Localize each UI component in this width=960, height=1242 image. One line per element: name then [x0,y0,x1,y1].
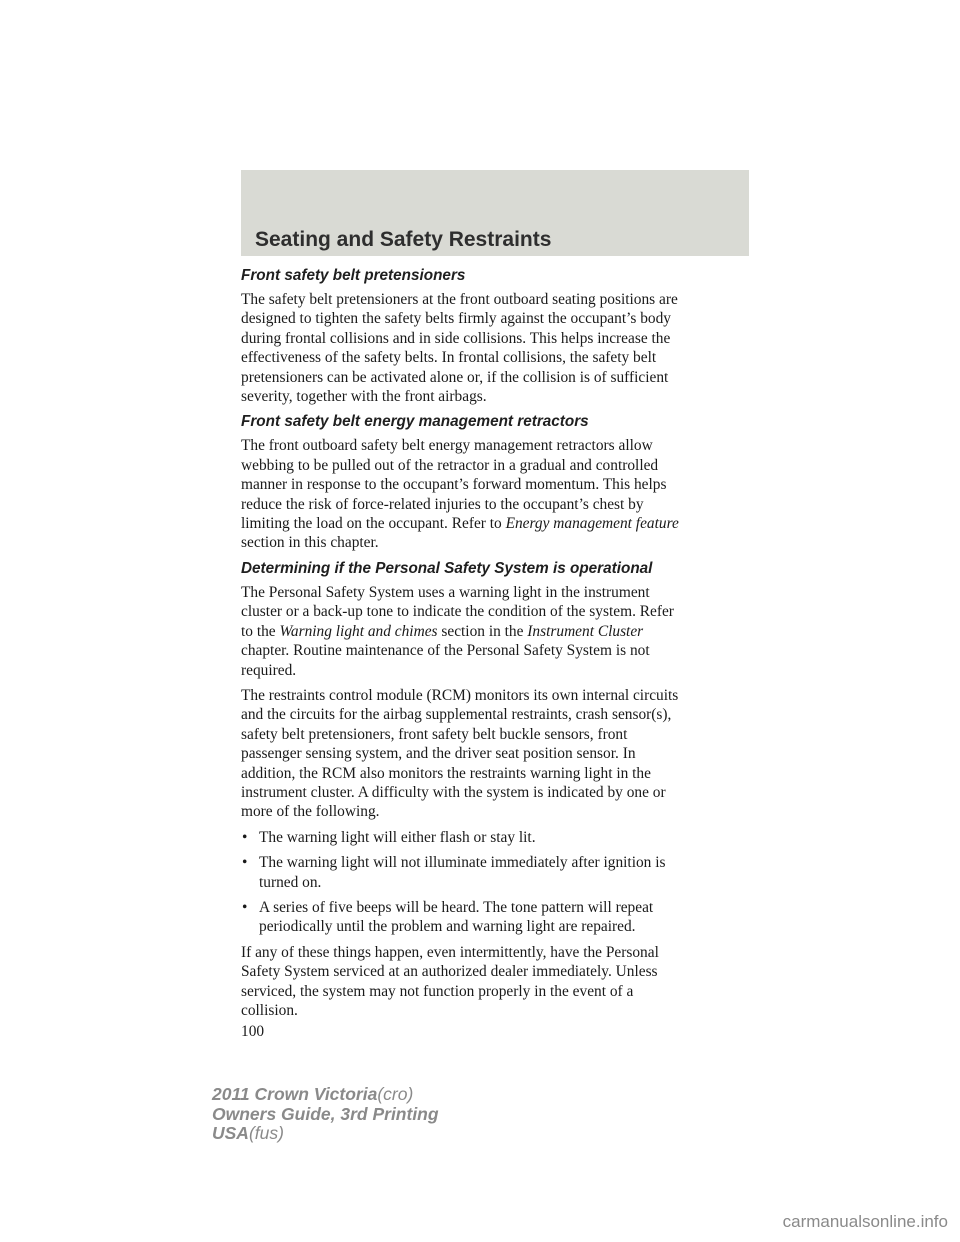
footer-guide: Owners Guide, 3rd Printing [212,1103,439,1124]
list-item-text: A series of five beeps will be heard. The tone pattern will repeat periodically until the problem and warning light are repaired. [259,898,654,936]
list-item [241,853,753,892]
watermark: carmanualsonline.info [782,1212,948,1231]
heading-operational: Determining if the Personal Safety System is operational [241,559,653,577]
paragraph-warning-system [241,583,753,680]
footer-line-market [212,1124,439,1144]
list-item [241,828,753,847]
heading-retractors: Front safety belt energy management retractors [241,413,589,431]
footer-market-code: (fus) [248,1123,284,1143]
footer-line-model [212,1085,439,1105]
instrument-cluster-reference: Instrument Cluster [527,622,644,640]
page-content [241,266,753,1042]
paragraph-rcm: The restraints control module (RCM) monitors its own internal circuits and the circuits for the airbag supplemental restraints, crash sensor(s), safety belt pretensioners, front safety belt buckle sensors, front passenger sensing system, and the driver seat position sensor. In addition, the RCM also monitors the restraints warning light in the instrument cluster. A difficulty with the system is indicated by one or more of the following. [241,686,679,821]
list-item-text: The warning light will either flash or stay lit. [259,828,536,846]
warning-system-text: The Personal Safety System uses a warning light in the instrument cluster or a back-up tone to indicate the condition of the system. Refer to the [241,583,674,640]
symptom-list [241,828,753,937]
list-item [241,898,753,937]
paragraph-pretensioners: The safety belt pretensioners at the front outboard seating positions are designed to tighten the safety belts firmly against the occupant’s body during frontal collisions and in side collisions. This helps increase the effectiveness of the safety belts. In frontal collisions, the safety belt pretensioners can be activated alone or, if the collision is of sufficient severity, together with the front airbags. [241,291,678,406]
list-item-text: The warning light will not illuminate immediately after ignition is turned on. [259,854,666,891]
bullet-icon: • [242,898,248,916]
footer-market: USA [212,1123,249,1143]
footer-model-code: (cro) [377,1084,414,1104]
energy-management-reference: Energy management feature [505,515,679,533]
page-number: 100 [241,1023,265,1041]
footer-model: 2011 Crown Victoria [212,1084,378,1104]
retractors-text-tail: section in this chapter. [241,534,379,552]
warning-system-text-tail: chapter. Routine maintenance of the Personal Safety System is not required. [241,642,650,679]
document-footer [212,1085,439,1144]
heading-pretensioners: Front safety belt pretensioners [241,267,466,284]
bullet-icon: • [242,828,248,846]
paragraph-retractors [241,436,753,552]
footer-line-guide [212,1105,439,1125]
paragraph-service: If any of these things happen, even intermittently, have the Personal Safety System serviced at an authorized dealer immediately. Unless serviced, the system may not function properly in the event of a collision. [241,943,659,1019]
warning-system-text-mid: section in the [437,622,528,640]
warning-light-reference: Warning light and chimes [279,622,438,640]
retractors-text: The front outboard safety belt energy management retractors allow webbing to be pulled out of the retractor in a gradual and controlled manner in response to the occupant’s forward momentum. This helps reduce the risk of force-related injuries to the occupant’s chest by limiting the load on the occupant. Refer to [241,437,667,533]
bullet-icon: • [242,854,248,872]
section-title: Seating and Safety Restraints [255,228,552,251]
